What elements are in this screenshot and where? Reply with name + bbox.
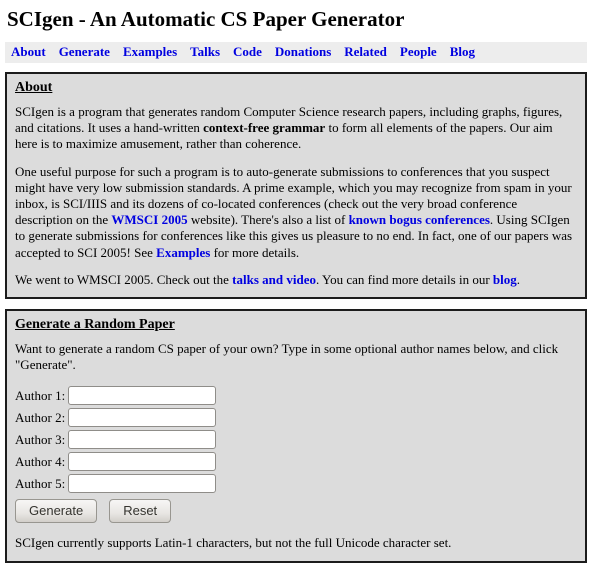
author-5-input[interactable] <box>68 474 216 493</box>
reset-button[interactable]: Reset <box>109 499 171 523</box>
generate-section <box>5 309 587 563</box>
author-row-5 <box>15 474 577 493</box>
nav-link-talks[interactable]: Talks <box>190 44 221 59</box>
inline-link[interactable]: blog <box>492 271 517 287</box>
about-section <box>5 72 587 299</box>
inline-link[interactable]: talks and video <box>232 271 316 287</box>
page-title: SCIgen - An Automatic CS Paper Generator <box>7 7 405 31</box>
generate-heading: Generate a Random Paper <box>15 317 175 333</box>
text-span: website). There's also a list of <box>187 212 349 228</box>
nav-link-donations[interactable]: Donations <box>274 44 332 59</box>
nav-link-blog[interactable]: Blog <box>449 44 475 59</box>
bold-text: context-free grammar <box>203 120 326 136</box>
author-2-label: Author 2: <box>15 409 66 425</box>
author-row-4 <box>15 452 577 471</box>
text-span: . Using SCIgen to generate submissions for conferences like this gives us pleasure to no end. In fact, one of our papers was accepted to SCI 2005! See <box>15 212 573 260</box>
nav-link-related[interactable]: Related <box>344 44 387 59</box>
inline-link[interactable]: WMSCI 2005 <box>111 212 188 228</box>
author-1-label: Author 1: <box>15 387 66 403</box>
about-paragraph-3 <box>15 272 577 288</box>
author-3-label: Author 3: <box>15 431 66 447</box>
about-heading: About <box>15 80 53 95</box>
text-span: One useful purpose for such a program is to auto-generate submissions to conferences that you suspect might have very low submission standards. A prime example, which you may recognize from spam in your inbox, is SCI/IIIS and its dozens of co-located conferences (check out the very broad conference description on the <box>15 163 572 228</box>
author-1-input[interactable] <box>68 386 216 405</box>
about-paragraph-1 <box>15 104 577 153</box>
author-4-label: Author 4: <box>15 453 66 469</box>
author-row-1 <box>15 386 577 405</box>
about-paragraph-2 <box>15 164 577 261</box>
inline-link[interactable]: Examples <box>156 244 211 260</box>
text-span: to form all elements of the papers. Our aim here is to maximize amusement, rather than coherence. <box>15 120 553 152</box>
text-span: . You can find more details in our <box>315 271 493 287</box>
inline-link[interactable]: known bogus conferences <box>348 212 490 228</box>
author-row-3 <box>15 430 577 449</box>
author-4-input[interactable] <box>68 452 216 471</box>
button-row <box>15 499 577 523</box>
generate-intro: Want to generate a random CS paper of your own? Type in some optional author names below, and click "Generate". <box>15 341 559 373</box>
text-span: SCIgen is a program that generates random Computer Science research papers, including graphs, figures, and citations. It uses a hand-written <box>15 104 563 136</box>
author-5-label: Author 5: <box>15 475 66 491</box>
author-row-2 <box>15 408 577 427</box>
author-3-input[interactable] <box>68 430 216 449</box>
text-span: . <box>516 271 520 287</box>
nav-link-code[interactable]: Code <box>233 44 262 59</box>
nav-link-generate[interactable]: Generate <box>58 44 110 59</box>
nav-link-examples[interactable]: Examples <box>122 44 178 59</box>
text-span: We went to WMSCI 2005. Check out the <box>15 271 233 287</box>
author-form <box>15 386 577 523</box>
nav-link-about[interactable]: About <box>11 44 46 59</box>
author-2-input[interactable] <box>68 408 216 427</box>
text-span: for more details. <box>210 244 300 260</box>
generate-button[interactable]: Generate <box>15 499 97 523</box>
nav-bar <box>5 42 587 63</box>
nav-link-people[interactable]: People <box>399 44 437 59</box>
latin1-note: SCIgen currently supports Latin-1 characters, but not the full Unicode character set. <box>15 535 452 551</box>
